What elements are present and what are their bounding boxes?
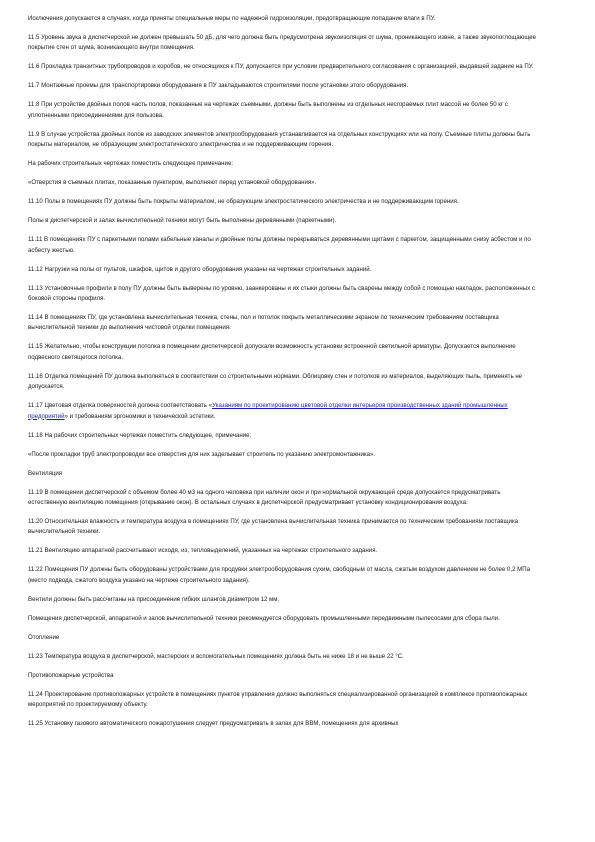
paragraph-11-22: 11.22 Помещения ПУ должны быть оборудованы устройствами для продувки электрооборудования сухим, свободным от масла, сжатым воздухом давлением не более 0,2 МПа (место подвода, сжатого воздуха указано на чертеже строительного задания). xyxy=(28,566,531,584)
paragraph-11-7: 11.7 Монтажные проемы для транспортировки оборудования в ПУ закладываются строителями после установки этого оборудования. xyxy=(28,82,409,90)
paragraph-note-intro: На рабочих строительных чертежах поместить следующее примечание: xyxy=(28,160,234,168)
paragraph-11-21: 11.21 Вентиляцию аппаратной рассчитывают исходя, из, тепловыделений, указанных на чертежах строительного задания. xyxy=(28,547,378,555)
paragraph-vacuum-cleaners: Помещения диспетчерской, аппаратной и залов вычислительной техники рекомендуется оборудовать промышленными передвижными пылесосами для сбора пыли. xyxy=(28,614,500,622)
paragraph-11-17-tail: » и требованиям эргономики и технической эстетики. xyxy=(64,412,216,420)
paragraph-11-10: 11.10 Полы в помещениях ПУ должны быть покрыты материалом, не образующим электростатического электричества и не поддерживающим горения. xyxy=(28,198,459,206)
paragraph-11-23: 11.23 Температура воздуха в диспетчерской, мастерских и вспомогательных помещениях должна быть не ниже 18 и не выше 22 °С. xyxy=(28,652,404,660)
paragraph-11-15: 11.15 Желательно, чтобы конструкции потолка в помещении диспетчерской допускали возможность установки встроенной светильной арматуры. Допускается выполнение подвесного светящегося потолка. xyxy=(28,343,516,361)
paragraph-wiring-quote: «После прокладки труб электропроводки все отверстия для них заделывает строитель по указанию электромонтажника». xyxy=(28,450,376,458)
paragraph-11-17 xyxy=(28,401,537,422)
paragraph-11-11: 11.11 В помещениях ПУ с паркетными полами кабельные каналы и двойные полы должны перекрываться деревянными щитами с паркетом, защищенными снизу асбестом и по асбесту жестью. xyxy=(28,236,531,254)
paragraph-valves: Вентили должны быть рассчитаны на присоединение гибких шлангов диаметром 12 мм. xyxy=(28,595,280,603)
paragraph-11-8: 11.8 При устройстве двойных полов часть полов, показанные на чертежах съемными, должны быть выполнены из отдельных несгораемых плит массой не более 50 кг с уплотненными присоединениями для пользова. xyxy=(28,101,508,119)
paragraph-11-18: 11.18 На рабочих строительных чертежах поместить следующее, примечание: xyxy=(28,431,252,439)
paragraph-11-9: 11.9 В случае устройства двойных полов из заводских элементов электрооборудования устанавливается на отдельных конструкциях или на полу. Съемные плиты должны быть покрыты материалом, не образующим электростатического электричества и не поддерживающим горения. xyxy=(28,130,531,149)
color-guidelines-link[interactable]: Указаниям по проектированию цветовой отделки интерьеров производственных зданий промышленных предприятий xyxy=(28,402,508,420)
paragraph-11-17-lead: 11.17 Цветовая отделка поверхностей должна соответствовать « xyxy=(28,402,213,410)
paragraph-11-14: 11.14 В помещениях ПУ, где установлена вычислительная техника, стены, пол и потолок покрыть металлическими экраном по техническим требованиям поставщика вычислительной техники до выполнения чистовой отделки помещения. xyxy=(28,314,499,332)
paragraph-exceptions: Исключения допускаются в случаях, когда приняты специальные меры по надежной гидроизоляции, предотвращающие попадание влаги в ПУ. xyxy=(28,15,436,22)
section-heading-ventilation: Вентиляция xyxy=(28,469,63,477)
paragraph-11-6: 11.6 Прокладка транзитных трубопроводов и коробов, не относящихся к ПУ, допускается при условии предварительного согласования с организацией, выдавшей задание на ПУ. xyxy=(28,63,534,71)
paragraph-11-25: 11.25 Установку газового автоматического пожаротушения следует предусматривать в залах для ВВМ, помещениях для архивных xyxy=(28,720,399,728)
paragraph-11-5: 11.5 Уровень звука в диспетчерской не должен превышать 50 дБ, для чего должна быть предусмотрена звукоизоляция от шума, проникающего извне, а также звукопоглощающее покрытие стен от шума, возникающего внутри помещения. xyxy=(28,34,537,52)
paragraph-11-24: 11.24 Проектирование противопожарных устройств в помещениях пунктов управления должно выполняться специализированной организацией в комплексе противопожарных мероприятий по проектируемому объекту. xyxy=(28,690,528,709)
paragraph-11-20: 11.20 Относительная влажность и температура воздуха в помещениях ПУ, где установлена вычислительная техника принимается по техническим требованиям поставщика вычислительной техники. xyxy=(28,518,519,536)
paragraph-floors: Полы в диспетчерской и залах вычислительной техники могут быть выполнены деревянными (паркетными). xyxy=(28,217,337,225)
paragraph-11-13: 11.13 Установочные профили в полу ПУ должны быть выверены по уровню, заанкерованы и их стыки должны быть сварены между собой с помощью накладок, расположенных с боковой стороны профиля. xyxy=(28,284,535,303)
paragraph-note-quote: «Отверстия в съемных плитах, показанные пунктиром, выполняют перед установкой оборудования». xyxy=(28,179,317,187)
section-heading-heating: Отопление xyxy=(28,633,60,641)
section-heading-fire-protection: Противопожарные устройства xyxy=(28,671,114,679)
paragraph-11-16: 11.16 Отделка помещений ПУ должна выполняться в соответствии со строительными нормами. Облицовку стен и потолков из материалов, выделяющих пыль, применять не допускается. xyxy=(28,372,523,391)
paragraph-11-12: 11.12 Нагрузки на полы от пультов, шкафов, щитов и другого оборудования указаны на чертежах строительных заданий. xyxy=(28,265,372,273)
paragraph-11-19: 11.19 В помещении диспетчерской с объемом более 40 м3 на одного человека при наличии окон и при нормальной окружающей среде допускается предусматривать естественную вентиляцию помещения (открывание окон). В остальных случаях в диспетчерской предусматривает установку кондиционирования воздуха. xyxy=(28,488,501,507)
